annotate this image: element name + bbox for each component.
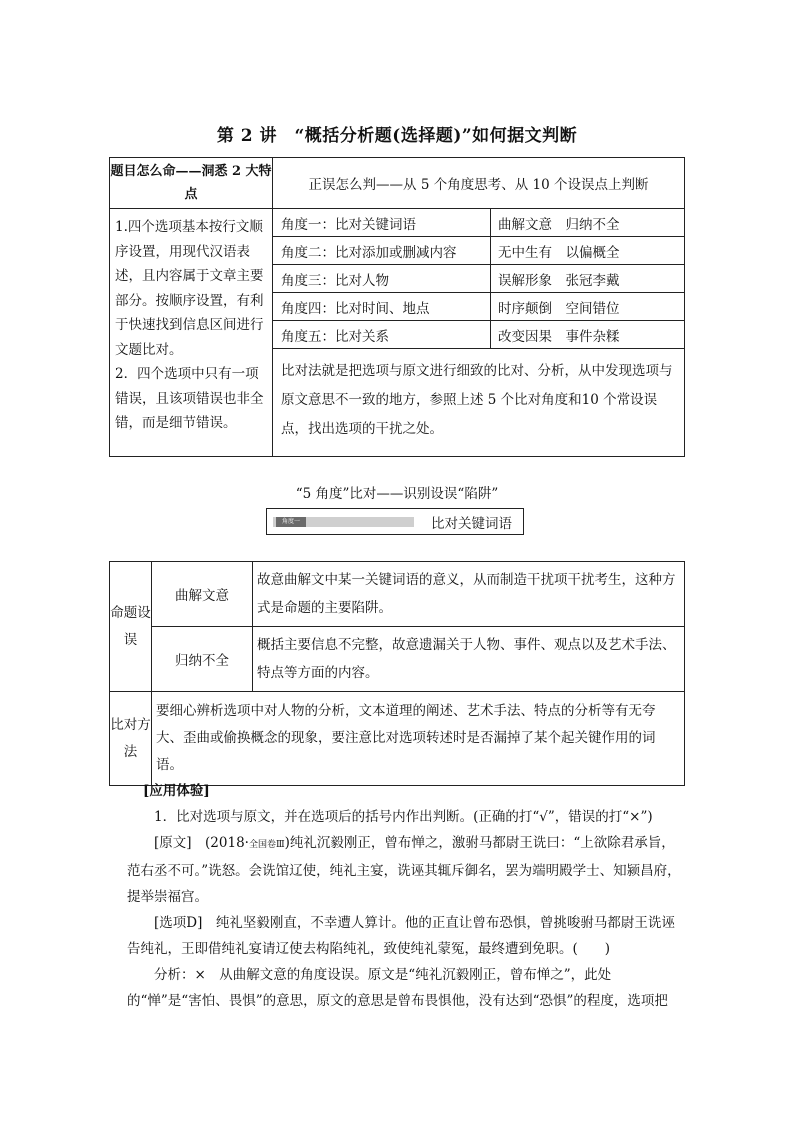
page-title: 第 2 讲 “概括分析题(选择题)”如何据文判断	[216, 126, 578, 146]
detail-table	[109, 561, 685, 786]
original-source: 全国卷Ⅲ	[248, 840, 285, 850]
angle-1: 角度一：比对关键词语	[273, 209, 491, 237]
angle-label-box	[266, 508, 524, 535]
angle-4-errors: 时序颠倒 空间错位	[491, 293, 685, 321]
overview-table	[109, 157, 685, 457]
detail-row-head-errors: 命题设误	[110, 562, 152, 692]
feature-1: 1.四个选项基本按行文顺序设置，用现代汉语表述，且内容属于文章主要部分。按顺序设置，有利于快速找到信息区间进行文题比对。	[115, 219, 264, 358]
detail-method: 要细心辨析选项中对人物的分析，文本道理的阐述、艺术手法、特点的分析等有无夸大、歪曲或偷换概念的现象，要注意比对选项转述时是否漏掉了某个起关键作用的词语。	[152, 692, 685, 786]
original-text-para	[127, 830, 681, 910]
section-title: “5 角度”比对——识别设误“陷阱”	[295, 486, 499, 502]
angle-tag: 角度一	[276, 517, 306, 527]
feature-2: 2．四个选项中只有一项错误，且该项错误也非全错，而是细节错误。	[115, 366, 264, 431]
angle-2: 角度二：比对添加或删减内容	[273, 237, 491, 265]
apply-heading: [应用体验]	[143, 783, 210, 799]
question-1: 1．比对选项与原文，并在选项后的括号内作出判断。(正确的打“√”，错误的打“×”)	[154, 809, 653, 825]
detail-item-1-desc: 故意曲解文中某一关键词语的意义，从而制造干扰项干扰考生，这种方式是命题的主要陷阱。	[253, 562, 685, 627]
angle-3-errors: 误解形象 张冠李戴	[491, 265, 685, 293]
analysis: 分析：× 从曲解文意的角度设误。原文是“纯礼沉毅刚正，曾布惮之”，此处的“惮”是“害怕、畏惧”的意思，原文的意思是曾布畏惧他，没有达到“恐惧”的程度，选项把	[127, 967, 668, 1009]
detail-item-2-desc: 概括主要信息不完整，故意遗漏关于人物、事件、观点以及艺术手法、特点等方面的内容。	[253, 627, 685, 692]
detail-row-head-method: 比对方法	[110, 692, 152, 786]
overview-left-header: 题目怎么命——洞悉 2 大特点	[110, 158, 273, 209]
angle-3: 角度三：比对人物	[273, 265, 491, 293]
detail-item-1-name: 曲解文意	[152, 562, 253, 627]
overview-left-body	[110, 209, 273, 457]
overview-summary: 比对法就是把选项与原文进行细致的比对、分析，从中发现选项与原文意思不一致的地方，参照上述 5 个比对角度和10 个常设误点，找出选项的干扰之处。	[273, 349, 685, 457]
original-label: [原文] (2018·	[154, 835, 249, 851]
angle-1-errors: 曲解文意 归纳不全	[491, 209, 685, 237]
angle-tag-bar	[273, 517, 414, 527]
angle-5-errors: 改变因果 事件杂糅	[491, 321, 685, 349]
angle-5: 角度五：比对关系	[273, 321, 491, 349]
angle-4: 角度四：比对时间、地点	[273, 293, 491, 321]
detail-item-2-name: 归纳不全	[152, 627, 253, 692]
original-text: )纯礼沉毅刚正，曾布惮之，激驸马都尉王诜曰：“上欲除君承旨，范右丞不可。”诜怒。会诜馆辽使，纯礼主宴，诜诬其辄斥御名，罢为端明殿学士、知颍昌府，提举崇福宫。	[127, 835, 681, 905]
angle-2-errors: 无中生有 以偏概全	[491, 237, 685, 265]
overview-right-header: 正误怎么判——从 5 个角度思考、从 10 个设误点上判断	[273, 158, 685, 209]
angle-label-text: 比对关键词语	[431, 515, 512, 532]
question-block	[127, 804, 681, 1014]
option-d: [选项D] 纯礼坚毅刚直，不幸遭人算计。他的正直让曾布恐惧，曾挑唆驸马都尉王诜诬告纯礼，王即借纯礼宴请辽使去构陷纯礼，致使纯礼蒙冤，最终遭到免职。( )	[127, 915, 675, 957]
